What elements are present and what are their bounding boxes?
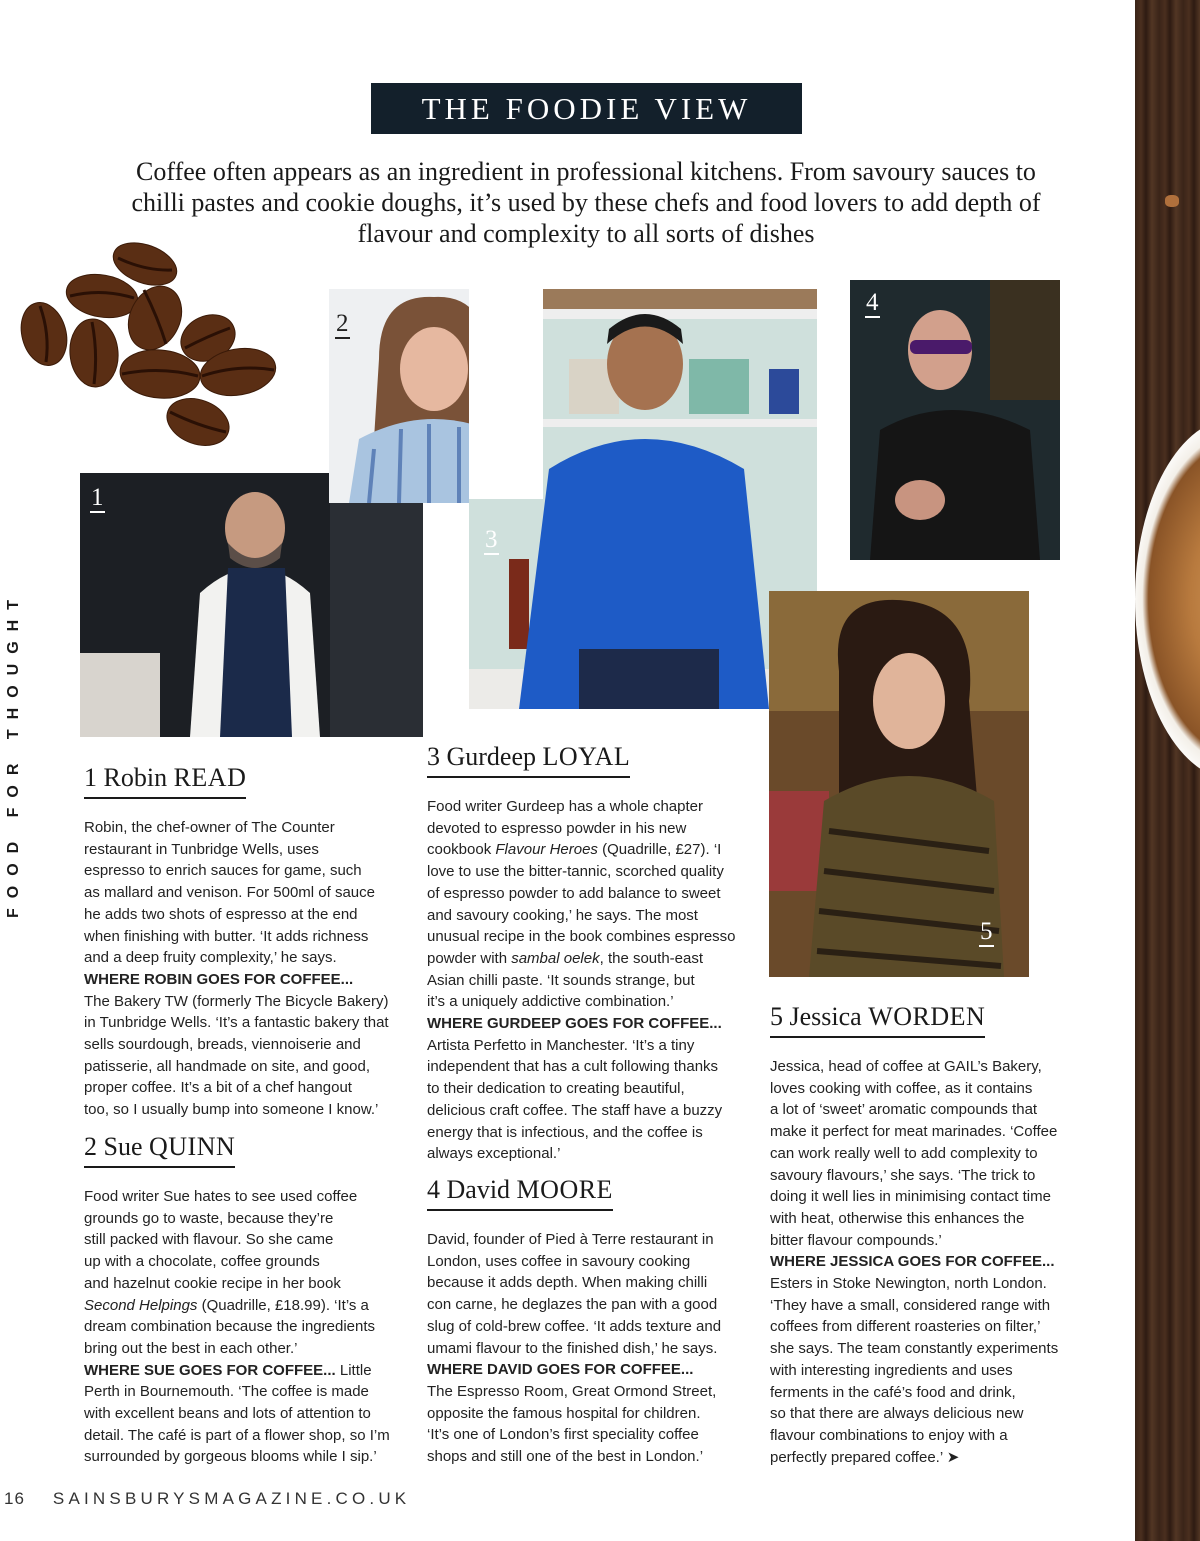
body-line: love to use the bitter-tannic, scorched quality bbox=[427, 863, 724, 881]
body-line: surrounded by gorgeous blooms while I sip.’ bbox=[84, 1448, 377, 1466]
photo-number-2: 2 bbox=[336, 310, 349, 337]
body-line: ferments in the café’s food and drink, bbox=[770, 1383, 1016, 1401]
cookie-crumb bbox=[1165, 195, 1179, 207]
body-line: and savoury cooking,’ he says. The most bbox=[427, 906, 698, 924]
body-line: umami flavour to the finished dish,’ he says. bbox=[427, 1339, 718, 1357]
david-body bbox=[427, 1229, 762, 1468]
body-line: savoury flavours,’ she says. ‘The trick to bbox=[770, 1166, 1036, 1184]
photo-robin-read bbox=[80, 473, 423, 737]
heading-jessica-worden: 5 Jessica WORDEN bbox=[770, 1001, 985, 1038]
intro-text: Coffee often appears as an ingredient in professional kitchens. From savoury sauces to chilli pastes and cookie doughs, it’s used by these chefs and food lovers to add depth of flavour and complexity to all sorts of dishes bbox=[131, 157, 1041, 248]
body-line: unusual recipe in the book combines espresso bbox=[427, 928, 736, 946]
body-line: still packed with flavour. So she came bbox=[84, 1231, 334, 1249]
body-line: Robin, the chef-owner of The Counter bbox=[84, 819, 335, 836]
body-line: loves cooking with coffee, as it contains bbox=[770, 1079, 1033, 1097]
body-line: ‘They have a small, considered range with bbox=[770, 1296, 1051, 1314]
section-title-box bbox=[371, 83, 802, 134]
body-line: shops and still one of the best in London.’ bbox=[427, 1448, 704, 1466]
column-2-david bbox=[427, 1174, 762, 1468]
where-heading: WHERE DAVID GOES FOR COFFEE... bbox=[427, 1361, 694, 1379]
body-line: slug of cold-brew coffee. ‘It adds texture and bbox=[427, 1317, 722, 1335]
body-line: proper coffee. It’s a bit of a chef hangout bbox=[84, 1079, 352, 1097]
body-line: cookbook Flavour Heroes (Quadrille, £27). ‘I bbox=[427, 841, 722, 859]
body-line: sells sourdough, breads, viennoiserie and bbox=[84, 1036, 361, 1054]
body-line: a lot of ‘sweet’ aromatic compounds that bbox=[770, 1101, 1038, 1119]
body-line: Jessica, head of coffee at GAIL’s Bakery, bbox=[770, 1058, 1042, 1075]
gurdeep-body bbox=[427, 796, 762, 1165]
heading-david-moore: 4 David MOORE bbox=[427, 1174, 613, 1211]
column-3 bbox=[770, 1001, 1100, 1468]
body-line: with excellent beans and lots of attention to bbox=[84, 1405, 371, 1423]
body-line: Esters in Stoke Newington, north London. bbox=[770, 1275, 1047, 1293]
body-line: Artista Perfetto in Manchester. ‘It’s a tiny bbox=[427, 1036, 695, 1054]
body-line: David, founder of Pied à Terre restaurant in bbox=[427, 1231, 714, 1248]
body-line: delicious craft coffee. The staff have a buzzy bbox=[427, 1101, 723, 1119]
body-line: and a deep fruity complexity,’ he says. bbox=[84, 949, 337, 967]
body-line: espresso to enrich sauces for game, such bbox=[84, 862, 362, 880]
photo-number-4: 4 bbox=[866, 289, 879, 316]
body-line: and hazelnut cookie recipe in her book bbox=[84, 1274, 341, 1292]
body-line: powder with sambal oelek, the south-east bbox=[427, 949, 704, 967]
coffee-beans-image bbox=[10, 236, 290, 458]
body-line: to their dedication to creating beautiful, bbox=[427, 1080, 685, 1098]
body-line: always exceptional.’ bbox=[427, 1145, 561, 1163]
body-line: bring out the best in each other.’ bbox=[84, 1339, 298, 1357]
where-heading: WHERE JESSICA GOES FOR COFFEE... bbox=[770, 1253, 1055, 1271]
photo-david-moore bbox=[850, 280, 1060, 560]
body-line: as mallard and venison. For 500ml of sauce bbox=[84, 884, 375, 902]
body-line: up with a chocolate, coffee grounds bbox=[84, 1253, 320, 1271]
body-line: she says. The team constantly experiments bbox=[770, 1340, 1059, 1358]
heading-sue-quinn: 2 Sue QUINN bbox=[84, 1131, 235, 1168]
body-line: detail. The café is part of a flower shop, so I’m bbox=[84, 1426, 390, 1444]
column-1 bbox=[84, 762, 414, 1121]
photo-jessica-worden bbox=[769, 591, 1029, 977]
website-url: SAINSBURYSMAGAZINE.CO.UK bbox=[52, 1489, 411, 1508]
photo-number-3: 3 bbox=[485, 526, 498, 553]
continue-arrow-icon: ➤ bbox=[946, 1448, 960, 1466]
body-line: London, uses coffee in savoury cooking bbox=[427, 1252, 691, 1270]
robin-body bbox=[84, 817, 414, 1121]
body-line: energy that is infectious, and the coffee is bbox=[427, 1123, 703, 1141]
where-heading: WHERE GURDEEP GOES FOR COFFEE... bbox=[427, 1015, 722, 1033]
photo-number-1: 1 bbox=[91, 484, 104, 511]
body-line: coffees from different roasteries on filter,’ bbox=[770, 1318, 1041, 1336]
body-line: The Bakery TW (formerly The Bicycle Bakery) bbox=[84, 992, 389, 1010]
body-line: too, so I usually bump into someone I know.’ bbox=[84, 1101, 379, 1119]
body-line: flavour combinations to enjoy with a bbox=[770, 1426, 1008, 1444]
body-line: doing it well lies in minimising contact time bbox=[770, 1188, 1051, 1206]
body-line: dream combination because the ingredients bbox=[84, 1318, 376, 1336]
section-side-label: FOOD FOR THOUGHT bbox=[5, 590, 22, 918]
body-line: with interesting ingredients and uses bbox=[770, 1361, 1013, 1379]
page-footer bbox=[4, 1489, 410, 1509]
body-line: WHERE SUE GOES FOR COFFEE... Little bbox=[84, 1361, 372, 1379]
body-line: opposite the famous hospital for children. bbox=[427, 1404, 701, 1422]
heading-robin-read: 1 Robin READ bbox=[84, 762, 246, 799]
body-line: restaurant in Tunbridge Wells, uses bbox=[84, 840, 319, 858]
body-line: The Espresso Room, Great Ormond Street, bbox=[427, 1382, 717, 1400]
body-line: in Tunbridge Wells. ‘It’s a fantastic bakery that bbox=[84, 1014, 389, 1032]
book-title: Flavour Heroes bbox=[495, 841, 598, 859]
body-line: Second Helpings (Quadrille, £18.99). ‘It’s a bbox=[84, 1296, 369, 1314]
page-number: 16 bbox=[4, 1489, 25, 1508]
where-heading: WHERE SUE GOES FOR COFFEE... bbox=[84, 1361, 336, 1379]
photo-number-5: 5 bbox=[980, 918, 993, 945]
body-line: can work really well to add complexity to bbox=[770, 1144, 1038, 1162]
body-line: Food writer Gurdeep has a whole chapter bbox=[427, 798, 703, 815]
ingredient-name: sambal oelek bbox=[511, 949, 600, 967]
body-line: grounds go to waste, because they’re bbox=[84, 1209, 334, 1227]
sue-body bbox=[84, 1186, 414, 1468]
body-line: Food writer Sue hates to see used coffee bbox=[84, 1188, 358, 1205]
body-line: of espresso powder to add balance to sweet bbox=[427, 884, 721, 902]
photo-gurdeep-loyal bbox=[469, 289, 817, 709]
heading-gurdeep-loyal: 3 Gurdeep LOYAL bbox=[427, 741, 630, 778]
body-line: with heat, otherwise this enhances the bbox=[770, 1209, 1025, 1227]
body-line: when finishing with butter. ‘It adds richness bbox=[84, 927, 369, 945]
body-line: con carne, he deglazes the pan with a good bbox=[427, 1296, 718, 1314]
body-line: ‘It’s one of London’s first speciality coffee bbox=[427, 1426, 699, 1444]
body-line: devoted to espresso powder in his new bbox=[427, 819, 687, 837]
body-line: perfectly prepared coffee.’ ➤ bbox=[770, 1448, 960, 1466]
body-line: because it adds depth. When making chilli bbox=[427, 1274, 708, 1292]
body-line: Perth in Bournemouth. ‘The coffee is made bbox=[84, 1383, 369, 1401]
book-title: Second Helpings bbox=[84, 1296, 198, 1314]
body-line: he adds two shots of espresso at the end bbox=[84, 905, 358, 923]
body-line: so that there are always delicious new bbox=[770, 1405, 1024, 1423]
jessica-body bbox=[770, 1056, 1100, 1468]
column-1-sue bbox=[84, 1131, 414, 1468]
column-2 bbox=[427, 741, 762, 1165]
body-line: make it perfect for meat marinades. ‘Coffee bbox=[770, 1123, 1058, 1141]
body-line: Asian chilli paste. ‘It sounds strange, but bbox=[427, 971, 695, 989]
body-line: patisserie, all handmade on site, and good, bbox=[84, 1057, 371, 1075]
where-heading: WHERE ROBIN GOES FOR COFFEE... bbox=[84, 970, 354, 988]
body-line: it’s a uniquely addictive combination.’ bbox=[427, 993, 674, 1011]
coffee-cup-image bbox=[1135, 418, 1200, 780]
section-title: THE FOODIE VIEW bbox=[421, 90, 752, 126]
body-line: bitter flavour compounds.’ bbox=[770, 1231, 942, 1249]
body-line: independent that has a cult following thanks bbox=[427, 1058, 719, 1076]
